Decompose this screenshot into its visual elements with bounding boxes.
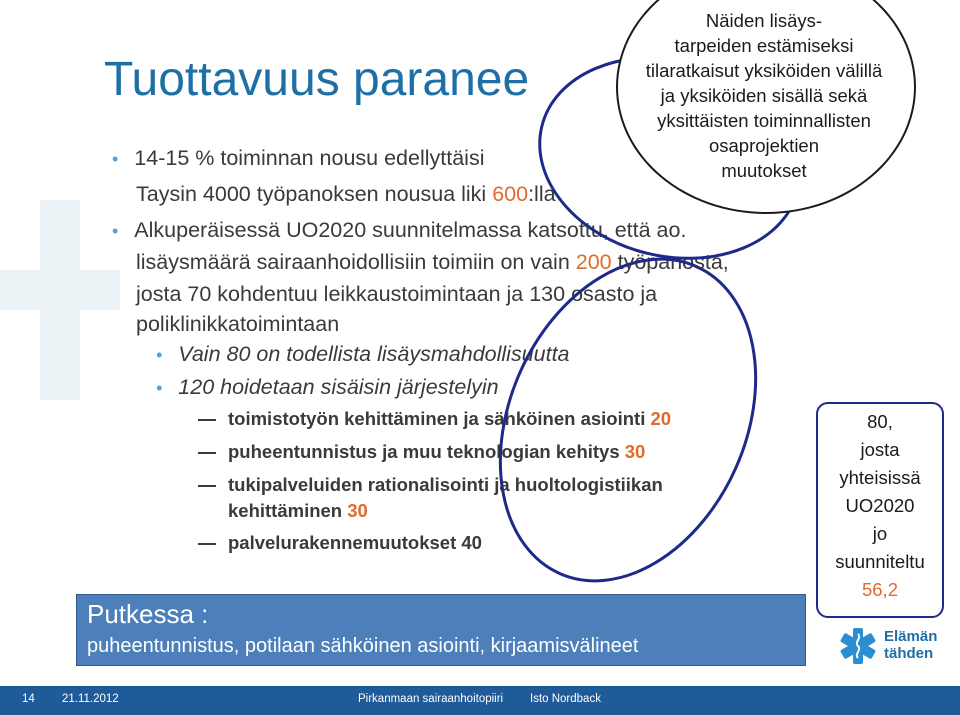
- sub-bullet-2: • 120 hoidetaan sisäisin järjestelyin: [156, 375, 499, 399]
- putkessa-items: puheentunnistus, potilaan sähköinen asiointi, kirjaamisvälineet: [87, 635, 639, 657]
- logo-line-2: tähden: [884, 645, 934, 662]
- bullet-dot-icon: •: [156, 378, 163, 398]
- ellipse-highlight-dash-items: [452, 219, 804, 622]
- footer-author: Isto Nordback: [530, 693, 601, 705]
- bullet-dot-icon: •: [112, 221, 119, 241]
- dash-item-4: palvelurakennemuutokset 40: [198, 532, 482, 554]
- bullet-2-line-2: lisäysmäärä sairaanhoidollisiin toimiin on vain 200 työpanosta,: [136, 250, 729, 274]
- bullet-2-line-1: Alkuperäisessä UO2020 suunnitelmassa katsottu, että ao.: [134, 218, 687, 242]
- logo: [838, 624, 948, 670]
- logo-line-1: Elämän: [884, 628, 938, 645]
- highlight-200: 200: [575, 250, 612, 274]
- dash-item-1: toimistotyön kehittäminen ja sähköinen asiointi 20: [198, 408, 671, 430]
- callout-text: Näiden lisäys- tarpeiden estämiseksi tilaratkaisut yksiköiden välillä ja yksiköiden sisällä sekä yksittäisten toiminnallisten osaprojektien muutokset: [645, 10, 883, 181]
- footer-date: 21.11.2012: [62, 693, 119, 705]
- page-title: Tuottavuus paranee: [104, 53, 530, 106]
- dash-item-2: puheentunnistus ja muu teknologian kehitys 30: [198, 441, 645, 463]
- star-of-life-icon: [838, 626, 878, 666]
- bullet-2-line-3: josta 70 kohdentuu leikkaustoimintaan ja 130 osasto ja: [136, 282, 658, 306]
- dash-item-3-line-2: kehittäminen 30: [228, 500, 368, 521]
- dash-item-3: tukipalveluiden rationalisointi ja huoltologistiikan: [198, 474, 663, 496]
- putkessa-heading: Putkessa :: [87, 599, 209, 629]
- bullet-dot-icon: •: [112, 149, 119, 169]
- bullet-2-line-4: poliklinikkatoimintaan: [136, 312, 340, 336]
- bullet-dot-icon: •: [156, 345, 163, 365]
- highlight-600: 600: [492, 182, 529, 206]
- summary-highlight: 56,2: [861, 579, 898, 600]
- footer-org: Pirkanmaan sairaanhoitopiiri: [358, 693, 504, 705]
- footer-bar: [0, 686, 960, 715]
- sub-bullet-1: • Vain 80 on todellista lisäysmahdollisuutta: [156, 342, 570, 366]
- putkessa-box: [76, 594, 806, 666]
- bullet-1-text: 14-15 % toiminnan nousu edellyttäisi: [134, 146, 485, 170]
- summary-box: 80, josta yhteisissä UO2020 jo suunniteltu 56,2: [816, 402, 944, 618]
- bullet-1-continuation: Taysin 4000 työpanoksen nousua liki 600:lla: [136, 182, 556, 206]
- page-number: 14: [22, 693, 35, 705]
